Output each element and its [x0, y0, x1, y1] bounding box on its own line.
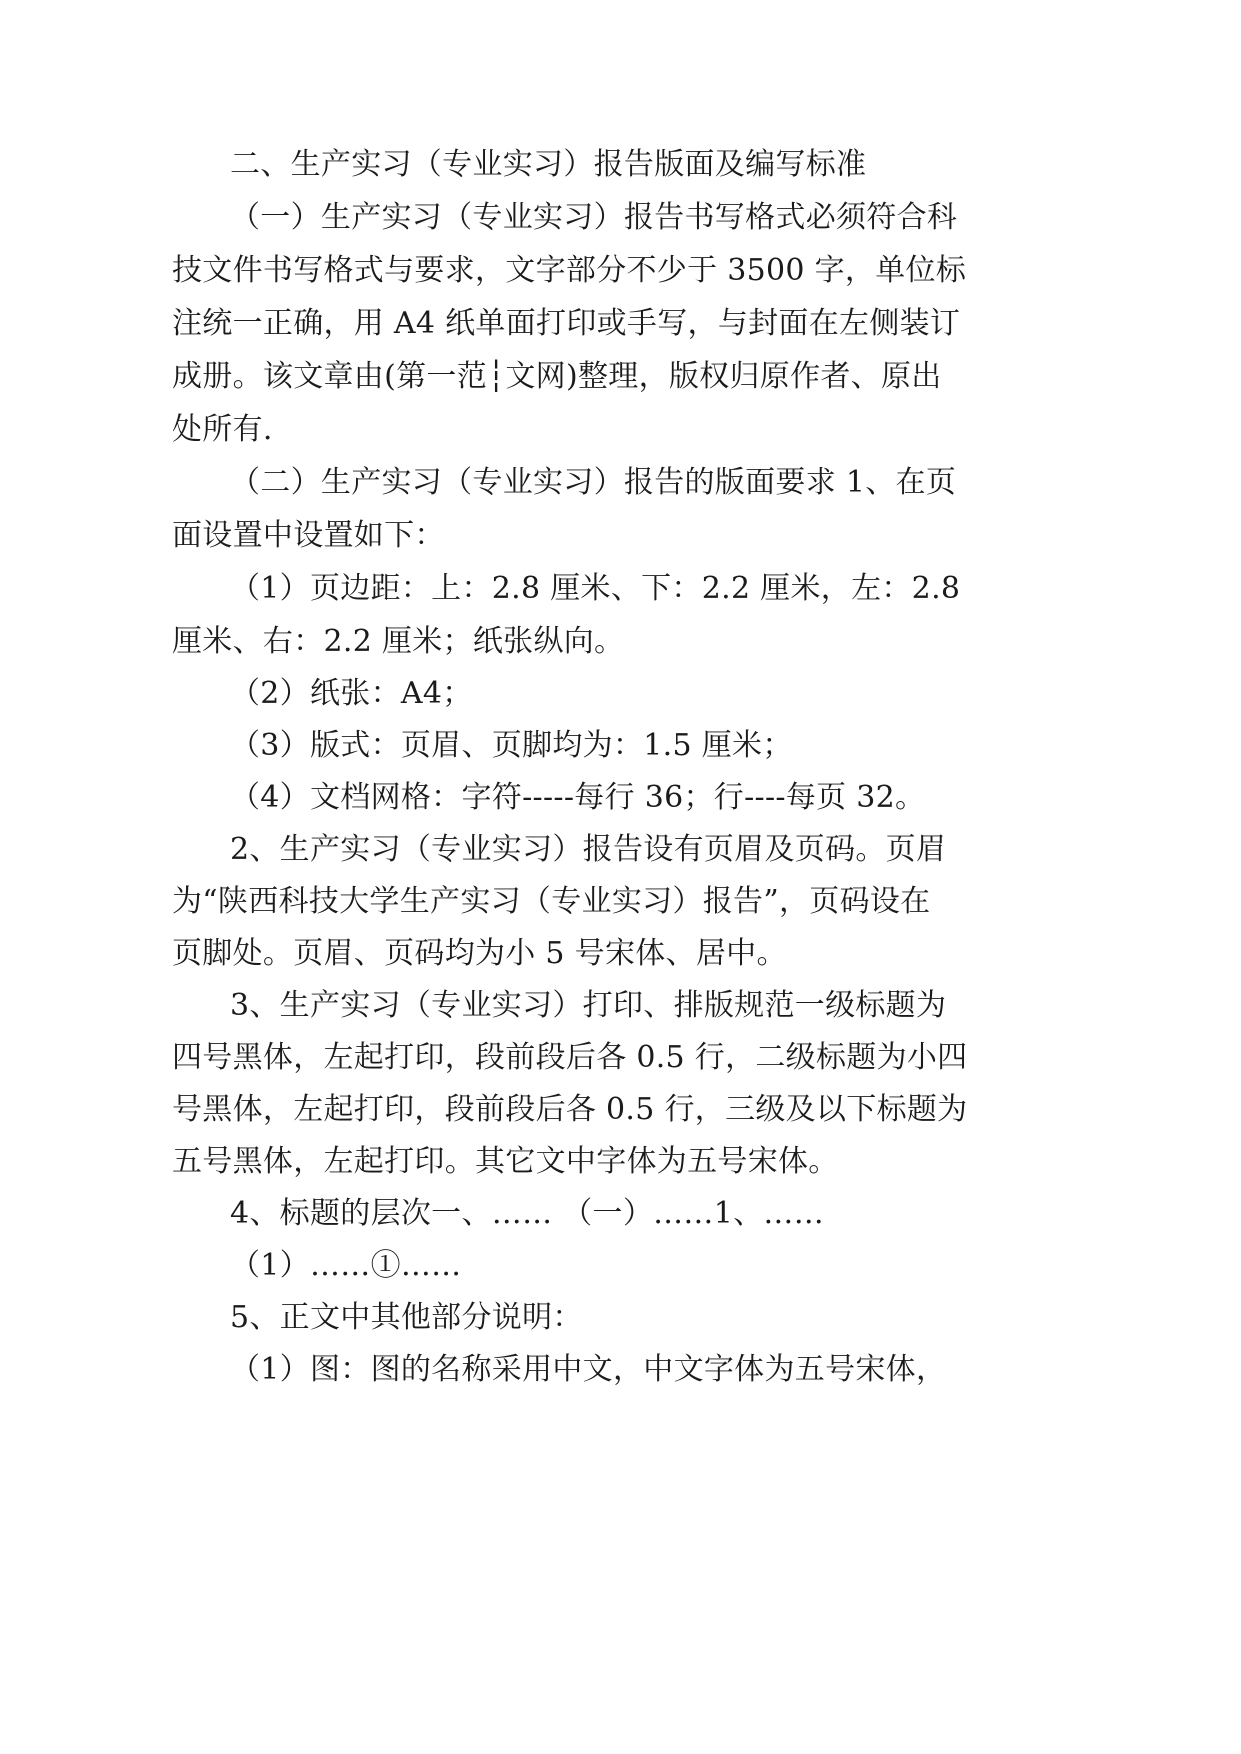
- list-item-paper: （2）纸张：A4；: [230, 676, 473, 711]
- paragraph-header-line-3: 页脚处。页眉、页码均为小 5 号宋体、居中。: [172, 936, 787, 971]
- paragraph-body-notes: 5、正文中其他部分说明：: [230, 1300, 583, 1335]
- paragraph-layout-line-2: 面设置中设置如下：: [172, 518, 445, 553]
- paragraph-typesetting-line-3: 号黑体，左起打印，段前段后各 0.5 行，三级及以下标题为: [172, 1092, 968, 1127]
- paragraph-heading-levels: 4、标题的层次一、…… （一）……1、……: [230, 1196, 825, 1231]
- list-item-margins-line-2: 厘米、右：2.2 厘米；纸张纵向。: [172, 624, 625, 659]
- paragraph-typesetting-line-4: 五号黑体，左起打印。其它文中字体为五号宋体。: [172, 1144, 839, 1179]
- paragraph-header-line-2: 为“陕西科技大学生产实习（专业实习）报告”，页码设在: [172, 884, 931, 919]
- list-item-figures: （1）图：图的名称采用中文，中文字体为五号宋体，: [230, 1352, 947, 1387]
- paragraph-format-line-2: 技文件书写格式与要求，文字部分不少于 3500 字，单位标: [172, 253, 967, 288]
- paragraph-header-line-1: 2、生产实习（专业实习）报告设有页眉及页码。页眉: [230, 832, 947, 867]
- paragraph-format-line-5: 处所有.: [172, 412, 273, 447]
- section-heading: 二、生产实习（专业实习）报告版面及编写标准: [230, 147, 867, 182]
- paragraph-layout-line-1: （二）生产实习（专业实习）报告的版面要求 1、在页: [230, 465, 957, 500]
- paragraph-format-line-4: 成册。该文章由(第一范┆文网)整理，版权归原作者、原出: [172, 359, 942, 394]
- list-item-header-footer: （3）版式：页眉、页脚均为：1.5 厘米；: [230, 728, 793, 763]
- paragraph-format-line-1: （一）生产实习（专业实习）报告书写格式必须符合科: [230, 200, 958, 235]
- list-item-margins-line-1: （1）页边距：上：2.8 厘米、下：2.2 厘米，左：2.8: [230, 571, 961, 606]
- paragraph-format-line-3: 注统一正确，用 A4 纸单面打印或手写，与封面在左侧装订: [172, 306, 961, 341]
- paragraph-typesetting-line-1: 3、生产实习（专业实习）打印、排版规范一级标题为: [230, 988, 947, 1023]
- list-item-grid: （4）文档网格：字符-----每行 36；行----每页 32。: [230, 780, 926, 815]
- paragraph-heading-levels-sub: （1）……①……: [230, 1248, 462, 1283]
- paragraph-typesetting-line-2: 四号黑体，左起打印，段前段后各 0.5 行，二级标题为小四: [172, 1040, 968, 1075]
